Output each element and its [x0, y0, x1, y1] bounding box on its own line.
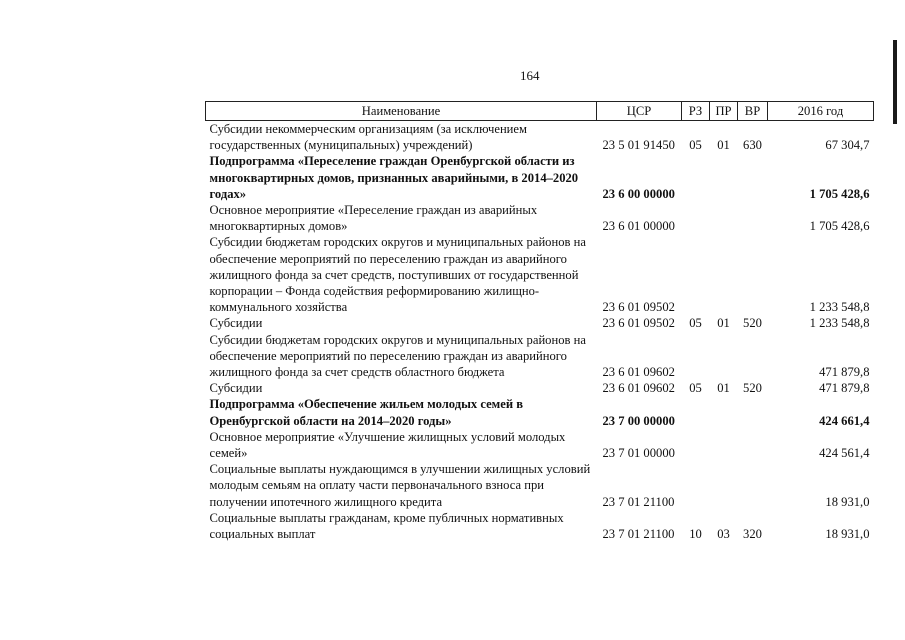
table-row: [206, 234, 874, 315]
cell-pr: [710, 202, 738, 234]
cell-rz: [682, 153, 710, 202]
cell-csr: 23 7 01 00000: [602, 446, 675, 461]
table-row: [206, 121, 874, 154]
cell-csr: 23 6 01 09602: [602, 381, 675, 396]
table-body: [206, 121, 874, 543]
cell-name: Подпрограмма «Обеспечение жильем молодых семей в Оренбургской области на 2014–2020 годы»: [209, 397, 524, 428]
cell-csr: 23 6 01 00000: [602, 219, 675, 234]
cell-name: Основное мероприятие «Переселение граждан из аварийных многоквартирных домов»: [209, 203, 538, 234]
cell-name: Субсидии бюджетам городских округов и муниципальных районов на обеспечение мероприятий по переселению граждан из аварийного жилищного фонда за счет средств областного бюджета: [209, 332, 586, 380]
cell-name: Субсидии бюджетам городских округов и муниципальных районов на обеспечение мероприятий по переселению граждан из аварийного жилищного фонда за счет средств, поступивших от государственной корпорации – Фонда содействия реформированию жилищно-коммунального хозяйства: [209, 235, 586, 315]
cell-rz: 05: [689, 316, 702, 331]
cell-csr: 23 6 01 09602: [602, 365, 675, 380]
cell-rz: 05: [689, 138, 702, 153]
table-row: [206, 380, 874, 396]
cell-name: Социальные выплаты гражданам, кроме публичных нормативных социальных выплат: [209, 510, 564, 542]
scan-edge-mark: [893, 40, 897, 124]
table-row: [206, 153, 874, 202]
cell-rz: [682, 332, 710, 381]
cell-rz: [682, 234, 710, 315]
cell-pr: [710, 429, 738, 461]
cell-name: Подпрограмма «Переселение граждан Оренбургской области из многоквартирных домов, признанных аварийными, в 2014–2020 годах»: [209, 154, 579, 201]
cell-amount: 1 233 548,8: [809, 316, 870, 331]
cell-pr: [710, 234, 738, 315]
cell-name: Субсидии: [209, 381, 263, 396]
cell-rz: [682, 202, 710, 234]
cell-csr: 23 7 00 00000: [602, 413, 675, 428]
cell-amount: 1 705 428,6: [809, 186, 870, 201]
cell-pr: [710, 153, 738, 202]
header-csr: ЦСР: [597, 102, 682, 121]
cell-vr: 520: [743, 316, 762, 331]
cell-rz: [682, 461, 710, 510]
cell-csr: 23 6 00 00000: [602, 186, 675, 201]
cell-name: Субсидии некоммерческим организациям (за исключением государственных (муниципальных) учреждений): [209, 122, 527, 153]
cell-amount: 1 233 548,8: [809, 300, 870, 315]
cell-pr: [710, 332, 738, 381]
cell-pr: 01: [717, 316, 730, 331]
table-row: [206, 429, 874, 461]
cell-rz: [682, 429, 710, 461]
cell-vr: [738, 429, 768, 461]
cell-vr: [738, 234, 768, 315]
header-vr: ВР: [738, 102, 768, 121]
cell-amount: 18 931,0: [825, 494, 870, 509]
header-name: Наименование: [206, 102, 597, 121]
cell-amount: 424 661,4: [819, 413, 870, 428]
cell-pr: 01: [717, 381, 730, 396]
cell-amount: 67 304,7: [825, 138, 870, 153]
cell-csr: 23 7 01 21100: [602, 494, 675, 509]
cell-pr: [710, 461, 738, 510]
cell-csr: 23 6 01 09502: [602, 316, 675, 331]
cell-amount: 424 561,4: [819, 446, 870, 461]
header-row: [206, 102, 874, 121]
table-row: [206, 396, 874, 428]
table-header: [206, 102, 874, 121]
header-year: 2016 год: [768, 102, 874, 121]
cell-rz: 05: [689, 381, 702, 396]
cell-name: Социальные выплаты нуждающимся в улучшении жилищных условий молодым семьям на оплату части первоначального взноса при получении ипотечного жилищного кредита: [209, 462, 591, 509]
table-row: [206, 510, 874, 542]
table-row: [206, 202, 874, 234]
cell-csr: 23 6 01 09502: [602, 300, 675, 315]
table-row: [206, 315, 874, 331]
cell-vr: [738, 396, 768, 428]
table-row: [206, 461, 874, 510]
cell-vr: [738, 153, 768, 202]
cell-amount: 18 931,0: [825, 527, 870, 542]
cell-amount: 471 879,8: [819, 381, 870, 396]
cell-vr: 320: [743, 527, 762, 542]
cell-vr: 630: [743, 138, 762, 153]
cell-pr: 01: [717, 138, 730, 153]
cell-amount: 471 879,8: [819, 365, 870, 380]
header-pr: ПР: [710, 102, 738, 121]
cell-csr: 23 5 01 91450: [602, 138, 675, 153]
page-number: 164: [520, 68, 540, 83]
cell-pr: [710, 396, 738, 428]
cell-name: Основное мероприятие «Улучшение жилищных условий молодых семей»: [209, 429, 566, 461]
cell-vr: [738, 332, 768, 381]
cell-vr: [738, 461, 768, 510]
cell-vr: 520: [743, 381, 762, 396]
cell-pr: 03: [717, 527, 730, 542]
cell-name: Субсидии: [209, 316, 263, 331]
cell-csr: 23 7 01 21100: [602, 527, 675, 542]
cell-amount: 1 705 428,6: [809, 219, 870, 234]
cell-rz: [682, 396, 710, 428]
cell-rz: 10: [689, 527, 702, 542]
table-row: [206, 332, 874, 381]
cell-vr: [738, 202, 768, 234]
budget-table: [205, 101, 874, 542]
header-rz: РЗ: [682, 102, 710, 121]
